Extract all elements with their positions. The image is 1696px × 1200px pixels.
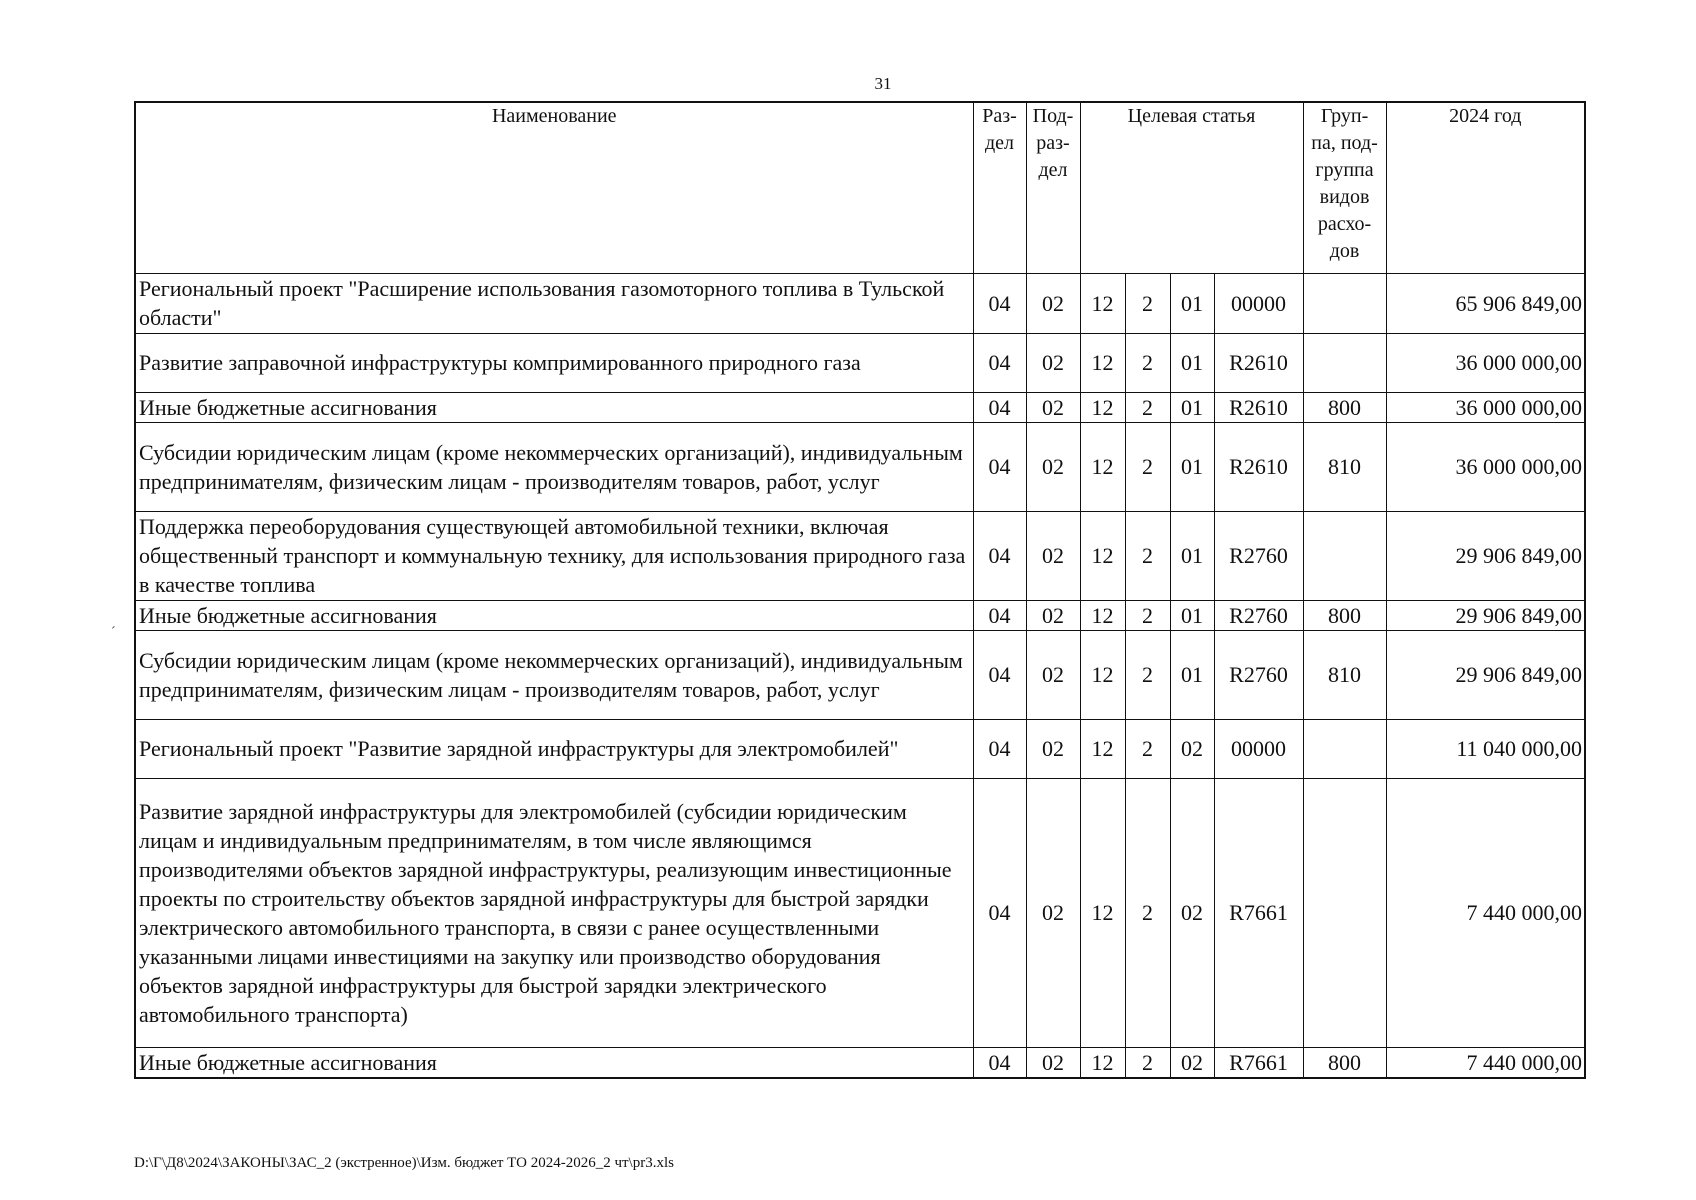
- table-row: [135, 778, 1585, 1047]
- row-name: Поддержка переоборудования существующей автомобильной техники, включая общественный транспорт и коммунальную технику, для использования природного газа в качестве топлива: [135, 511, 973, 600]
- row-target-code: R7661: [1214, 778, 1303, 1047]
- row-subsection: 02: [1026, 630, 1080, 719]
- row-target-program: 12: [1080, 778, 1125, 1047]
- header-name: Наименование: [135, 102, 973, 273]
- row-section: 04: [973, 630, 1026, 719]
- header-subsection-line: дел: [1038, 159, 1068, 181]
- row-target-event: 02: [1170, 719, 1214, 778]
- row-target-event: 01: [1170, 422, 1214, 511]
- row-target-code: 00000: [1214, 273, 1303, 333]
- row-target-program: 12: [1080, 1047, 1125, 1078]
- header-expense-group: [1303, 102, 1386, 273]
- row-target-program: 12: [1080, 422, 1125, 511]
- row-target-type: 2: [1125, 719, 1170, 778]
- table-row: [135, 719, 1585, 778]
- footer-file-path: D:\Г\Д8\2024\ЗАКОНЫ\ЗАС_2 (экстренное)\Изм. бюджет ТО 2024-2026_2 чт\pr3.xls: [134, 1155, 674, 1171]
- row-target-code: R2610: [1214, 333, 1303, 392]
- row-target-type: 2: [1125, 630, 1170, 719]
- row-target-program: 12: [1080, 273, 1125, 333]
- row-amount: 11 040 000,00: [1386, 719, 1585, 778]
- row-section: 04: [973, 778, 1026, 1047]
- table-header-row: [135, 102, 1585, 273]
- row-expense-group: 810: [1303, 422, 1386, 511]
- header-target-article: Целевая статья: [1080, 102, 1303, 273]
- row-target-type: 2: [1125, 392, 1170, 422]
- row-subsection: 02: [1026, 778, 1080, 1047]
- row-name: Развитие зарядной инфраструктуры для электромобилей (субсидии юридическим лицам и индивидуальным предпринимателям, в том числе являющимся производителями объектов зарядной инфраструктуры, реализующим инвестиционные проекты по строительству объектов зарядной инфраструктуры для быстрой зарядки электрического автомобильного транспорта, в связи с ранее осуществленными указанными лицами инвестициями на закупку или производство оборудования объектов зарядной инфраструктуры для быстрой зарядки электрического автомобильного транспорта): [135, 778, 973, 1047]
- row-name: Иные бюджетные ассигнования: [135, 392, 973, 422]
- header-expense-group-line: па, под-: [1311, 132, 1378, 154]
- row-amount: 65 906 849,00: [1386, 273, 1585, 333]
- row-target-code: R7661: [1214, 1047, 1303, 1078]
- header-year: 2024 год: [1386, 102, 1585, 273]
- row-target-event: 01: [1170, 273, 1214, 333]
- table-row: [135, 1047, 1585, 1078]
- row-target-type: 2: [1125, 273, 1170, 333]
- row-amount: 36 000 000,00: [1386, 422, 1585, 511]
- row-target-event: 01: [1170, 630, 1214, 719]
- row-expense-group: [1303, 719, 1386, 778]
- row-target-code: 00000: [1214, 719, 1303, 778]
- row-target-event: 01: [1170, 511, 1214, 600]
- row-expense-group: 810: [1303, 630, 1386, 719]
- row-name: Субсидии юридическим лицам (кроме некоммерческих организаций), индивидуальным предпринимателям, физическим лицам - производителям товаров, работ, услуг: [135, 422, 973, 511]
- table-row: [135, 630, 1585, 719]
- row-target-type: 2: [1125, 422, 1170, 511]
- row-subsection: 02: [1026, 273, 1080, 333]
- row-subsection: 02: [1026, 600, 1080, 630]
- row-section: 04: [973, 422, 1026, 511]
- header-subsection: [1026, 102, 1080, 273]
- row-target-event: 02: [1170, 778, 1214, 1047]
- row-subsection: 02: [1026, 719, 1080, 778]
- margin-mark: ´: [111, 625, 116, 640]
- header-expense-group-line: видов: [1319, 186, 1370, 208]
- row-section: 04: [973, 333, 1026, 392]
- row-target-type: 2: [1125, 511, 1170, 600]
- row-expense-group: 800: [1303, 600, 1386, 630]
- table-row: [135, 511, 1585, 600]
- header-expense-group-line: расхо-: [1317, 213, 1372, 235]
- row-expense-group: [1303, 511, 1386, 600]
- row-expense-group: [1303, 273, 1386, 333]
- row-target-event: 01: [1170, 392, 1214, 422]
- row-amount: 7 440 000,00: [1386, 1047, 1585, 1078]
- row-subsection: 02: [1026, 333, 1080, 392]
- table-row: [135, 422, 1585, 511]
- row-name: Развитие заправочной инфраструктуры компримированного природного газа: [135, 333, 973, 392]
- row-target-program: 12: [1080, 511, 1125, 600]
- row-expense-group: 800: [1303, 1047, 1386, 1078]
- row-target-program: 12: [1080, 630, 1125, 719]
- row-subsection: 02: [1026, 392, 1080, 422]
- row-target-code: R2760: [1214, 600, 1303, 630]
- row-amount: 29 906 849,00: [1386, 630, 1585, 719]
- row-target-program: 12: [1080, 333, 1125, 392]
- header-expense-group-line: Груп-: [1320, 105, 1369, 127]
- header-section-line: дел: [984, 132, 1015, 154]
- table-row: [135, 392, 1585, 422]
- row-target-code: R2760: [1214, 511, 1303, 600]
- row-target-code: R2610: [1214, 422, 1303, 511]
- row-target-event: 01: [1170, 333, 1214, 392]
- row-subsection: 02: [1026, 511, 1080, 600]
- header-section: [973, 102, 1026, 273]
- row-target-type: 2: [1125, 1047, 1170, 1078]
- table-row: [135, 273, 1585, 333]
- row-section: 04: [973, 392, 1026, 422]
- row-subsection: 02: [1026, 1047, 1080, 1078]
- row-target-type: 2: [1125, 778, 1170, 1047]
- row-section: 04: [973, 1047, 1026, 1078]
- row-target-type: 2: [1125, 333, 1170, 392]
- row-section: 04: [973, 511, 1026, 600]
- row-section: 04: [973, 273, 1026, 333]
- row-name: Региональный проект "Развитие зарядной инфраструктуры для электромобилей": [135, 719, 973, 778]
- header-subsection-line: раз-: [1036, 132, 1070, 154]
- table-row: [135, 600, 1585, 630]
- row-target-event: 01: [1170, 600, 1214, 630]
- header-subsection-line: Под-: [1032, 105, 1074, 127]
- row-section: 04: [973, 719, 1026, 778]
- row-target-type: 2: [1125, 600, 1170, 630]
- row-target-code: R2610: [1214, 392, 1303, 422]
- budget-table: [134, 101, 1586, 1079]
- row-name: Иные бюджетные ассигнования: [135, 600, 973, 630]
- row-amount: 29 906 849,00: [1386, 600, 1585, 630]
- row-subsection: 02: [1026, 422, 1080, 511]
- row-name: Региональный проект "Расширение использования газомоторного топлива в Тульской области": [135, 273, 973, 333]
- row-amount: 29 906 849,00: [1386, 511, 1585, 600]
- row-amount: 36 000 000,00: [1386, 333, 1585, 392]
- row-name: Иные бюджетные ассигнования: [135, 1047, 973, 1078]
- row-target-code: R2760: [1214, 630, 1303, 719]
- row-expense-group: 800: [1303, 392, 1386, 422]
- row-amount: 36 000 000,00: [1386, 392, 1585, 422]
- row-target-program: 12: [1080, 600, 1125, 630]
- row-name: Субсидии юридическим лицам (кроме некоммерческих организаций), индивидуальным предпринимателям, физическим лицам - производителям товаров, работ, услуг: [135, 630, 973, 719]
- row-target-program: 12: [1080, 719, 1125, 778]
- header-section-line: Раз-: [982, 105, 1017, 127]
- row-target-program: 12: [1080, 392, 1125, 422]
- row-amount: 7 440 000,00: [1386, 778, 1585, 1047]
- row-section: 04: [973, 600, 1026, 630]
- row-target-event: 02: [1170, 1047, 1214, 1078]
- header-expense-group-line: дов: [1329, 240, 1360, 262]
- header-expense-group-line: группа: [1315, 159, 1374, 181]
- page-number: 31: [874, 74, 892, 93]
- table-row: [135, 333, 1585, 392]
- row-expense-group: [1303, 333, 1386, 392]
- row-expense-group: [1303, 778, 1386, 1047]
